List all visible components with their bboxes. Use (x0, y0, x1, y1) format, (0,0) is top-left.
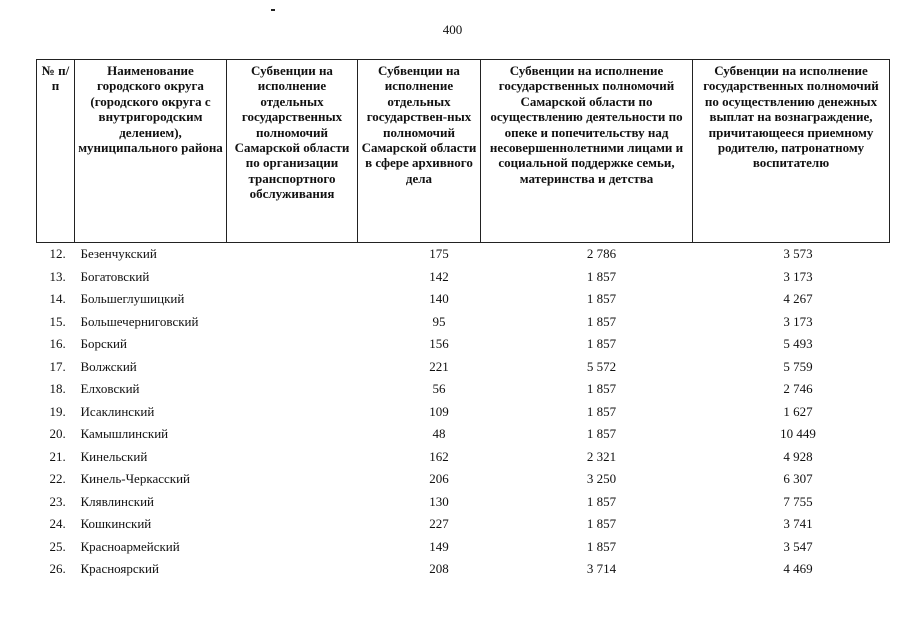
row-number: 25. (49, 538, 66, 554)
transport-value (227, 468, 358, 491)
foster-value: 2 746 (783, 381, 813, 397)
guardianship-value: 3 714 (586, 561, 617, 577)
transport-value (227, 333, 358, 356)
archive-value: 56 (432, 381, 446, 397)
header-transport-subvention: Субвенции на исполнение отдельных государственных полномочий Самарской области по организации транспортного обслуживания (227, 60, 358, 243)
row-number: 13. (49, 268, 66, 284)
foster-value: 7 755 (783, 493, 813, 509)
row-number: 26. (49, 561, 66, 577)
transport-value (227, 356, 358, 379)
row-number: 20. (49, 426, 66, 442)
header-municipality-name: Наименование городского округа (городского округа с внутригородским делением), муниципального района (75, 60, 227, 243)
table-row (37, 446, 890, 469)
foster-value: 4 267 (783, 291, 813, 307)
transport-value (227, 243, 358, 266)
row-number: 16. (49, 336, 66, 352)
table-row (37, 333, 890, 356)
archive-value: 130 (429, 493, 449, 509)
municipality-name: Богатовский (80, 268, 150, 284)
foster-value: 3 173 (783, 313, 813, 329)
municipality-name: Красноармейский (80, 538, 180, 554)
municipality-name: Кинельский (80, 448, 148, 464)
table-row (37, 378, 890, 401)
archive-value: 221 (429, 358, 449, 374)
guardianship-value: 3 250 (586, 471, 617, 487)
guardianship-value: 1 857 (586, 538, 617, 554)
foster-value: 3 573 (783, 246, 813, 262)
row-number: 24. (49, 516, 66, 532)
table-row (37, 423, 890, 446)
page-number: 400 (442, 22, 463, 37)
archive-value: 208 (429, 561, 449, 577)
row-number: 22. (49, 471, 66, 487)
archive-value: 175 (429, 246, 449, 262)
row-number: 12. (49, 246, 66, 262)
header-foster-payment-subvention: Субвенции на исполнение государственных полномочий по осуществлению денежных выплат на вознаграждение, причитающееся приемному родителю, патронатному воспитателю (693, 60, 890, 243)
municipality-name: Безенчукский (80, 246, 157, 262)
table-row (37, 243, 890, 266)
transport-value (227, 536, 358, 559)
archive-value: 206 (429, 471, 449, 487)
table-row (37, 288, 890, 311)
archive-value: 140 (429, 291, 449, 307)
municipality-name: Волжский (80, 358, 137, 374)
transport-value (227, 266, 358, 289)
table-row (37, 558, 890, 581)
table-row (37, 468, 890, 491)
guardianship-value: 2 786 (586, 246, 617, 262)
table-row (37, 536, 890, 559)
municipality-name: Кошкинский (80, 516, 152, 532)
guardianship-value: 1 857 (586, 268, 617, 284)
transport-value (227, 288, 358, 311)
foster-value: 4 928 (783, 448, 813, 464)
table-row (37, 266, 890, 289)
archive-value: 95 (432, 313, 446, 329)
header-archive-subvention: Субвенции на исполнение отдельных государствен-ных полномочий Самарской области в сфере архивного дела (358, 60, 481, 243)
transport-value (227, 558, 358, 581)
foster-value: 1 627 (783, 403, 813, 419)
municipality-name: Красноярский (80, 561, 159, 577)
municipality-name: Большеглушицкий (80, 291, 185, 307)
transport-value (227, 446, 358, 469)
municipality-name: Борский (80, 336, 127, 352)
table-header-row (37, 60, 890, 243)
guardianship-value: 1 857 (586, 313, 617, 329)
subventions-table (36, 59, 890, 581)
transport-value (227, 311, 358, 334)
guardianship-value: 1 857 (586, 403, 617, 419)
row-number: 17. (49, 358, 66, 374)
transport-value (227, 513, 358, 536)
guardianship-value: 1 857 (586, 336, 617, 352)
table-row (37, 513, 890, 536)
archive-value: 227 (429, 516, 449, 532)
foster-value: 3 173 (783, 268, 813, 284)
row-number: 21. (49, 448, 66, 464)
foster-value: 3 741 (783, 516, 813, 532)
archive-value: 48 (432, 426, 446, 442)
transport-value (227, 378, 358, 401)
header-number: № п/п (37, 60, 75, 243)
municipality-name: Камышлинский (80, 426, 169, 442)
archive-value: 156 (429, 336, 449, 352)
municipality-name: Елховский (80, 381, 140, 397)
guardianship-value: 1 857 (586, 493, 617, 509)
row-number: 15. (49, 313, 66, 329)
guardianship-value: 2 321 (586, 448, 617, 464)
foster-value: 3 547 (783, 538, 813, 554)
foster-value: 5 759 (783, 358, 813, 374)
row-number: 14. (49, 291, 66, 307)
transport-value (227, 423, 358, 446)
row-number: 19. (49, 403, 66, 419)
archive-value: 162 (429, 448, 449, 464)
archive-value: 149 (429, 538, 449, 554)
municipality-name: Большечерниговский (80, 313, 199, 329)
guardianship-value: 1 857 (586, 426, 617, 442)
municipality-name: Исаклинский (80, 403, 155, 419)
table-row (37, 356, 890, 379)
table-body (37, 243, 890, 581)
foster-value: 10 449 (780, 426, 816, 442)
transport-value (227, 491, 358, 514)
transport-value (227, 401, 358, 424)
foster-value: 6 307 (783, 471, 813, 487)
table-row (37, 401, 890, 424)
row-number: 18. (49, 381, 66, 397)
archive-value: 109 (429, 403, 449, 419)
guardianship-value: 1 857 (586, 381, 617, 397)
foster-value: 4 469 (783, 561, 813, 577)
print-speck (271, 9, 275, 11)
guardianship-value: 5 572 (586, 358, 617, 374)
guardianship-value: 1 857 (586, 291, 617, 307)
table-row (37, 311, 890, 334)
row-number: 23. (49, 493, 66, 509)
table-row (37, 491, 890, 514)
municipality-name: Кинель-Черкасский (80, 471, 190, 487)
header-guardianship-subvention: Субвенции на исполнение государственных полномочий Самарской области по осуществлению деятельности по опеке и попечительству над несовершеннолетними лицами и социальной поддержке семьи, материнства и детства (481, 60, 693, 243)
municipality-name: Клявлинский (80, 493, 155, 509)
guardianship-value: 1 857 (586, 516, 617, 532)
foster-value: 5 493 (783, 336, 813, 352)
archive-value: 142 (429, 268, 449, 284)
